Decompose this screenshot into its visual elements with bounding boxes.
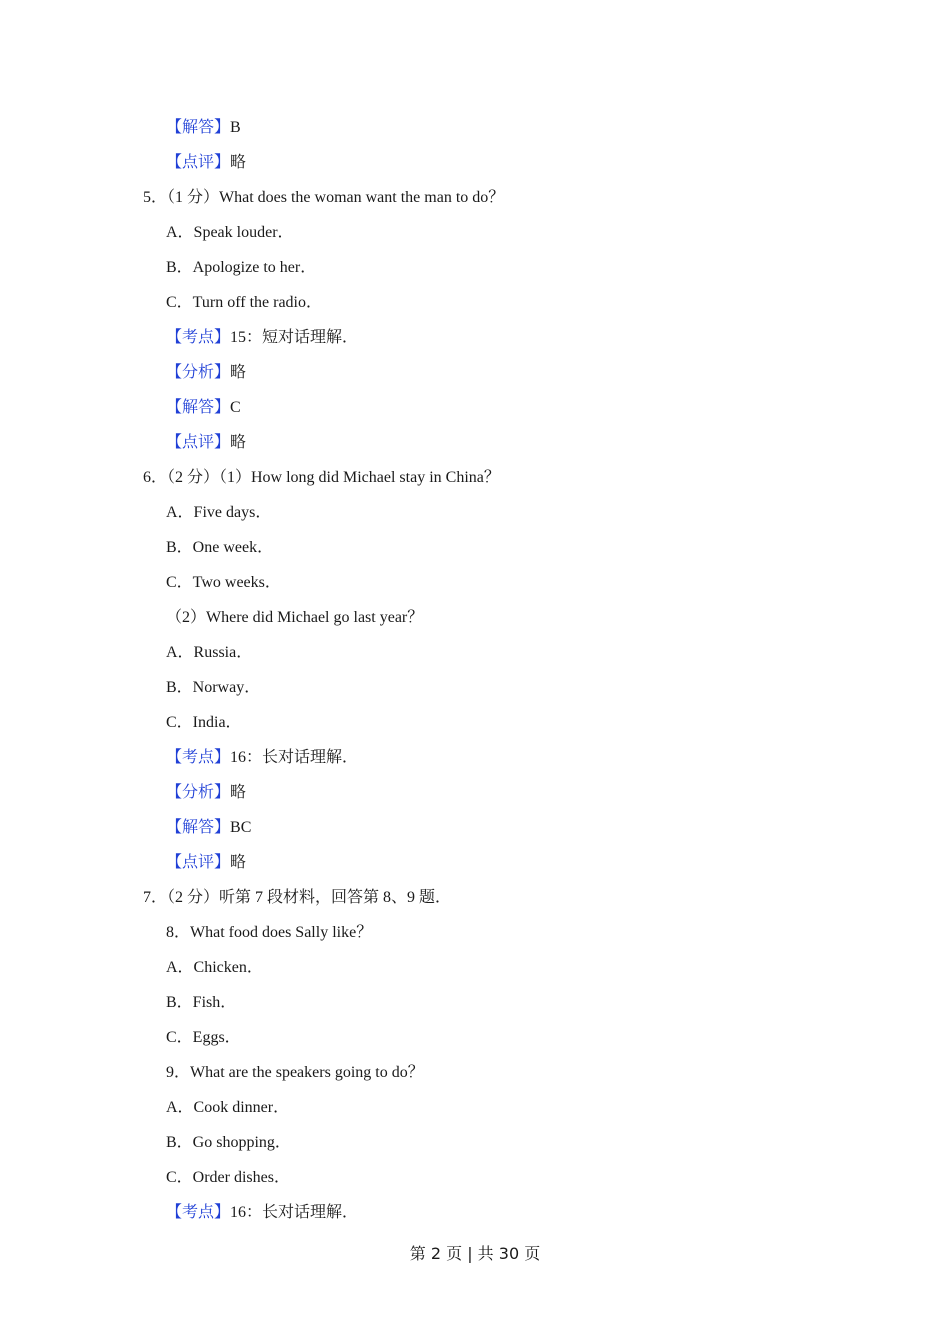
tag-content: 略 — [230, 854, 247, 871]
answer-tag-line — [166, 118, 241, 138]
tag-label: 【解答】 — [166, 399, 231, 416]
option-line: C．Order dishes． — [166, 1169, 290, 1186]
option-line: A．Russia． — [166, 644, 253, 661]
option-line: A．Five days． — [166, 504, 272, 521]
tag-label: 【考点】 — [166, 1204, 231, 1221]
option-line: （2）Where did Michael go last year？ — [166, 609, 424, 626]
option-line: A．Chicken． — [166, 959, 263, 976]
tag-content: BC — [230, 819, 252, 836]
option-line: A．Cook dinner． — [166, 1099, 290, 1116]
option-line: C．Turn off the radio． — [166, 294, 323, 311]
tag-label: 【点评】 — [166, 854, 231, 871]
option-line: B．Fish． — [166, 994, 237, 1011]
option-line: B．Norway． — [166, 679, 261, 696]
tag-content: 16：长对话理解． — [230, 749, 359, 766]
option-line: 8．What food does Sally like？ — [166, 924, 373, 941]
tag-label: 【考点】 — [166, 749, 231, 766]
tag-content: 略 — [230, 434, 247, 451]
answer-tag-line — [166, 783, 246, 803]
answer-tag-line — [166, 433, 246, 453]
question-line: 6．（2 分）（1）How long did Michael stay in China？ — [143, 469, 500, 486]
question-line: 5．（1 分）What does the woman want the man to do？ — [143, 189, 505, 206]
answer-tag-line — [166, 363, 246, 383]
answer-tag-line — [166, 818, 251, 838]
answer-tag-line — [166, 748, 358, 768]
tag-label: 【解答】 — [166, 119, 231, 136]
tag-content: 略 — [230, 364, 247, 381]
tag-content: C — [230, 399, 241, 416]
tag-content: 15：短对话理解． — [230, 329, 359, 346]
option-line: B．Apologize to her． — [166, 259, 317, 276]
tag-label: 【解答】 — [166, 819, 231, 836]
tag-label: 【考点】 — [166, 329, 231, 346]
option-line: 9．What are the speakers going to do？ — [166, 1064, 424, 1081]
answer-tag-line — [166, 153, 246, 173]
tag-content: 略 — [230, 154, 247, 171]
tag-label: 【分析】 — [166, 364, 231, 381]
option-line: A．Speak louder． — [166, 224, 294, 241]
tag-content: 16：长对话理解． — [230, 1204, 359, 1221]
tag-label: 【点评】 — [166, 154, 231, 171]
option-line: C．Eggs． — [166, 1029, 241, 1046]
tag-content: B — [230, 119, 241, 136]
page-footer: 第 2 页 | 共 30 页 — [409, 1244, 541, 1263]
option-line: C．India． — [166, 714, 242, 731]
question-line: 7．（2 分）听第 7 段材料，回答第 8、9 题． — [143, 889, 452, 906]
tag-label: 【点评】 — [166, 434, 231, 451]
answer-tag-line — [166, 398, 241, 418]
option-line: B．Go shopping． — [166, 1134, 291, 1151]
option-line: B．One week． — [166, 539, 274, 556]
answer-tag-line — [166, 1203, 358, 1223]
answer-tag-line — [166, 853, 246, 873]
option-line: C．Two weeks． — [166, 574, 281, 591]
answer-tag-line — [166, 328, 358, 348]
tag-label: 【分析】 — [166, 784, 231, 801]
tag-content: 略 — [230, 784, 247, 801]
